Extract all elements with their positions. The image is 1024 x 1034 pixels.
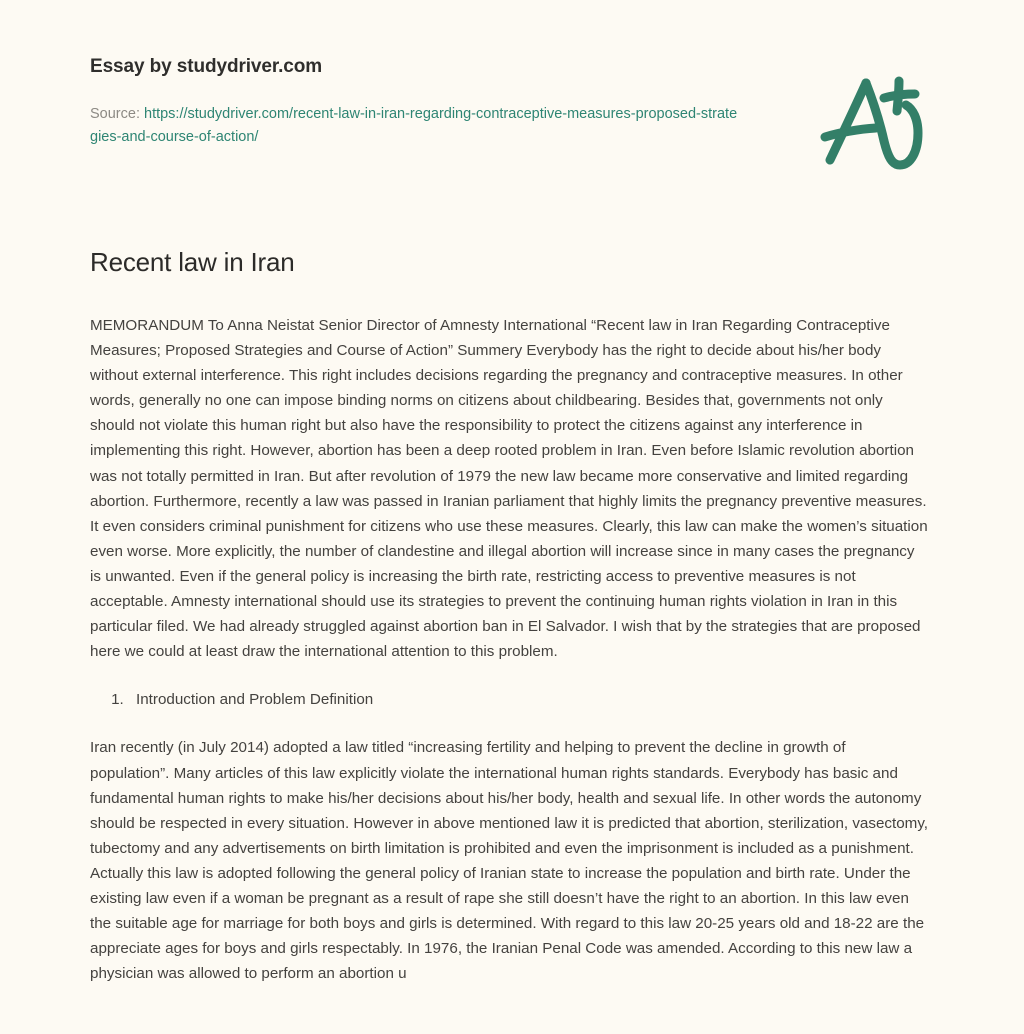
header-text-block	[90, 55, 750, 149]
document-body	[90, 313, 928, 986]
essay-attribution: Essay by studydriver.com	[90, 56, 323, 77]
source-url-link[interactable]: https://studydriver.com/recent-law-in-iran-regarding-contraceptive-measures-proposed-strategies-and-course-of-action/	[90, 106, 738, 145]
source-label: Source:	[90, 106, 144, 122]
a-plus-logo-icon	[818, 67, 928, 172]
list-item: 1. Introduction and Problem Definition	[128, 687, 928, 712]
source-line	[90, 103, 745, 149]
section-list	[90, 687, 928, 712]
body-paragraph-2: Iran recently (in July 2014) adopted a law titled “increasing fertility and helping to prevent the decline in growth of population”. Many articles of this law explicitly violate the international human rights standards. Everybody has basic and fundamental human rights to make his/her decisions about his/her body, health and sexual life. In other words the autonomy should be respected in every situation. However in above mentioned law it is predicted that abortion, sterilization, vasectomy, tubectomy and any advertisements on birth limitation is prohibited and even the imprisonment is included as a punishment. Actually this law is adopted following the general policy of Iranian state to increase the population and birth rate. Under the existing law even if a woman be pregnant as a result of rape she still doesn’t have the right to an abortion. In this law even the suitable age for marriage for both boys and girls is determined. With regard to this law 20-25 years old and 18-22 are the appreciate ages for boys and girls respectably. In 1976, the Iranian Penal Code was amended. According to this new law a physician was allowed to perform an abortion u	[90, 739, 929, 983]
page-title: Recent law in Iran	[90, 247, 295, 277]
body-paragraph-1: MEMORANDUM To Anna Neistat Senior Director of Amnesty International “Recent law in Iran Regarding Contraceptive Measures; Proposed Strategies and Course of Action” Summery Everybody has the right to decide about his/her body without external interference. This right includes decisions regarding the pregnancy and contraceptive measures. In other words, generally no one can impose binding norms on citizens about childbearing. Besides that, governments not only should not violate this human right but also have the responsibility to protect the citizens against any interference in implementing this right. However, abortion has been a deep rooted problem in Iran. Even before Islamic revolution abortion was not totally permitted in Iran. But after revolution of 1979 the new law became more conservative and limited regarding abortion. Furthermore, recently a law was passed in Iranian parliament that highly limits the pregnancy preventive measures. It even considers criminal punishment for citizens who use these measures. Clearly, this law can make the women’s situation even worse. More explicitly, the number of clandestine and illegal abortion will increase since in many cases the pregnancy is unwanted. Even if the general policy is increasing the birth rate, restricting access to preventive measures is not acceptable. Amnesty international should use its strategies to prevent the continuing human rights violation in Iran in this particular filed. We had already struggled against abortion ban in El Salvador. I wish that by the strategies that are proposed here we could at least draw the international attention to this problem.	[90, 317, 928, 661]
